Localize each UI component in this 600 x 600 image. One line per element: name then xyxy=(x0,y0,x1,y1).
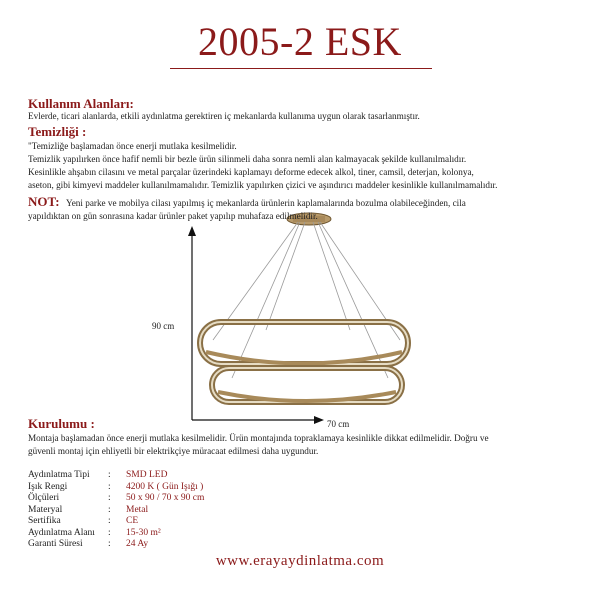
spec-separator: : xyxy=(108,516,111,526)
specs-list xyxy=(28,470,204,551)
spec-key: Ölçüleri xyxy=(28,493,60,503)
not-line-2: yapıldıktan on gün sonrasına kadar ürünler paket yapılıp muhafaza edilmelidir. xyxy=(28,211,318,221)
kurulumu-line-1: Montaja başlamadan önce enerji mutlaka kesilmelidir. Ürün montajında topraklamaya kesinlikle dikkat edilmelidir. Doğru ve xyxy=(28,433,489,443)
temizligi-line-4: aseton, gibi kimyevi maddeler kullanılmamalıdır. Temizlik yapılırken çizici ve aşındırıcı maddeler kesinlikle kullanılmamalıdır. xyxy=(28,180,498,190)
spec-row-warranty xyxy=(28,539,204,551)
spec-key: Garanti Süresi xyxy=(28,539,83,549)
spec-row-lighting-type xyxy=(28,470,204,482)
spec-row-material xyxy=(28,505,204,517)
temizligi-line-2: Temizlik yapılırken önce hafif nemli bir bezle ürün silinmeli daha sonra nemli alan kalmayacak şekilde kullanılmalıdır. xyxy=(28,154,467,164)
spec-separator: : xyxy=(108,527,111,538)
kurulumu-heading: Kurulumu : xyxy=(28,416,95,431)
lower-ring xyxy=(212,368,402,402)
width-dimension-label: 70 cm xyxy=(327,419,350,429)
website-link[interactable]: www.erayaydinlatma.com xyxy=(215,553,385,569)
spec-key: Aydınlatma Tipi xyxy=(28,470,90,480)
spec-value: CE xyxy=(126,516,139,526)
spec-key: Işık Rengi xyxy=(28,481,68,492)
spec-value: SMD LED xyxy=(126,470,168,480)
spec-value: 24 Ay xyxy=(126,539,149,549)
spec-separator: : xyxy=(108,493,111,503)
spec-row-lighting-area xyxy=(28,528,204,540)
spec-key: Sertifika xyxy=(28,516,61,526)
spec-key: Materyal xyxy=(28,504,63,515)
not-heading: NOT: xyxy=(28,194,60,209)
kurulumu-line-2: güvenli montaj için ehliyetli bir elektrikçiye müracaat edilmesi daha uygundur. xyxy=(28,446,319,456)
spec-separator: : xyxy=(108,539,111,549)
spec-key: Aydınlatma Alanı xyxy=(28,527,95,538)
temizligi-heading: Temizliği : xyxy=(28,124,87,139)
kullanim-text: Evlerde, ticari alanlarda, etkili aydınlatma gerektiren iç mekanlarda kullanıma uygun olarak tasarlanmıştır. xyxy=(28,111,420,121)
kullanim-heading: Kullanım Alanları: xyxy=(28,96,134,111)
not-line-1: Yeni parke ve mobilya cilası yapılmış iç mekanlarda ürünlerin kaplamalarında bozulma olabileceğinden, cila xyxy=(66,198,466,208)
spec-value: 15-30 m² xyxy=(126,527,161,538)
spec-separator: : xyxy=(108,481,111,492)
spec-row-dimensions xyxy=(28,493,204,505)
height-dimension-label: 90 cm xyxy=(152,321,175,331)
temizligi-line-1: "Temizliğe başlamadan önce enerji mutlaka kesilmelidir. xyxy=(28,141,237,151)
spec-value: 50 x 90 / 70 x 90 cm xyxy=(126,493,205,503)
product-title: 2005-2 ESK xyxy=(198,19,402,64)
upper-ring xyxy=(200,322,408,364)
spec-value: 4200 K ( Gün Işığı ) xyxy=(126,481,204,492)
spec-separator: : xyxy=(108,470,111,480)
spec-row-certificate xyxy=(28,516,204,528)
spec-separator: : xyxy=(108,504,111,515)
spec-value: Metal xyxy=(126,504,149,515)
spec-row-light-color xyxy=(28,482,204,494)
suspension-wires xyxy=(213,222,400,378)
temizligi-line-3: Kesinlikle ahşabın cilasını ve metal parçalar üzerindeki kaplamayı deforme edecek alkol, tiner, camsil, deterjan, kolonya, xyxy=(28,167,474,177)
